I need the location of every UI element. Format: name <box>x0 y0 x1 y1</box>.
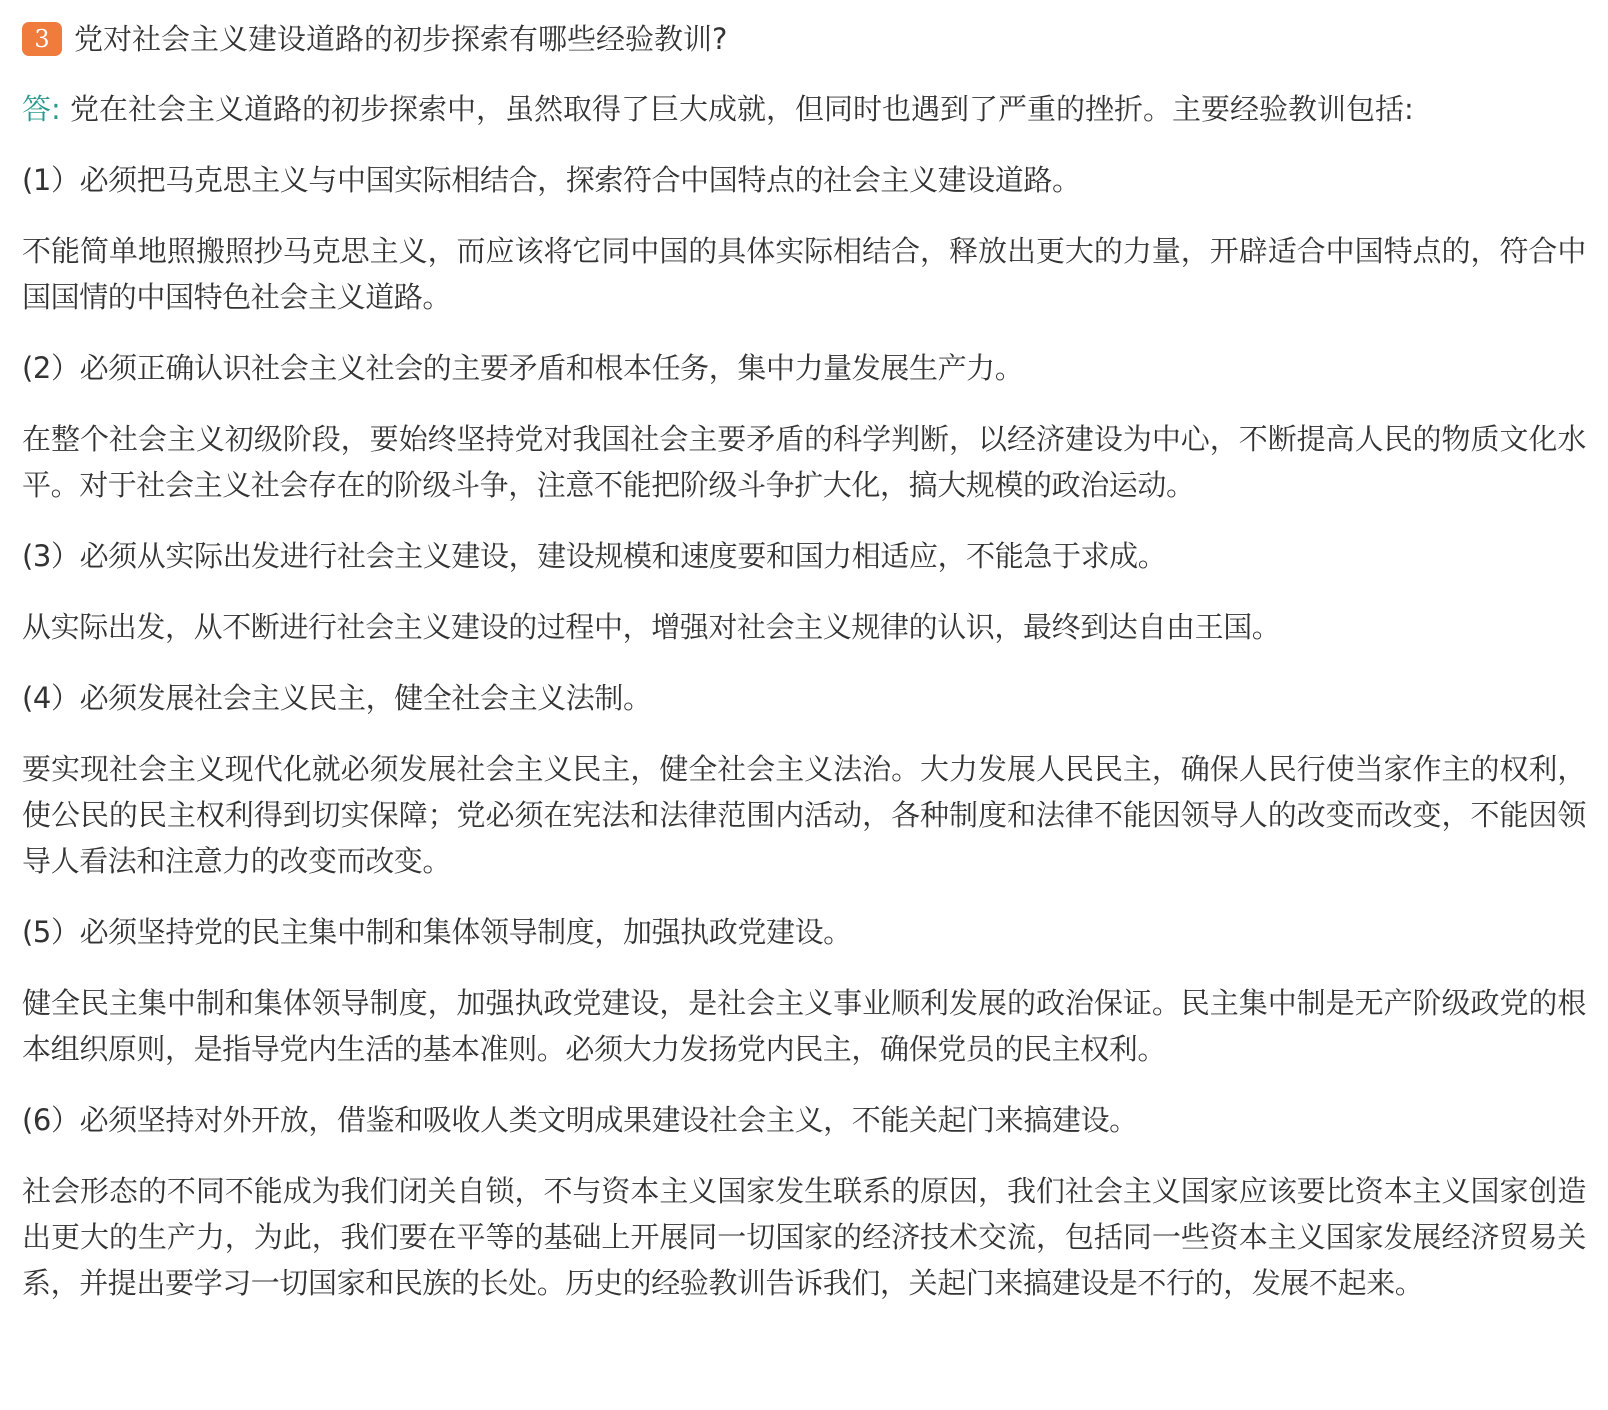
answer-intro-text: 党在社会主义道路的初步探索中，虽然取得了巨大成就，但同时也遇到了严重的挫折。主要经验教训包括: <box>70 92 1414 126</box>
question-header <box>22 14 1586 64</box>
point-1-heading: (1）必须把马克思主义与中国实际相结合，探索符合中国特点的社会主义建设道路。 <box>22 163 1081 197</box>
point-5-heading: (5）必须坚持党的民主集中制和集体领导制度，加强执政党建设。 <box>22 915 852 949</box>
point-5-body: 健全民主集中制和集体领导制度，加强执政党建设，是社会主义事业顺利发展的政治保证。民主集中制是无产阶级政党的根本组织原则，是指导党内生活的基本准则。必须大力发扬党内民主，确保党员的民主权利。 <box>22 986 1586 1066</box>
point-2-heading: (2）必须正确认识社会主义社会的主要矛盾和根本任务，集中力量发展生产力。 <box>22 351 1024 385</box>
point-1-body: 不能简单地照搬照抄马克思主义，而应该将它同中国的具体实际相结合，释放出更大的力量，开辟适合中国特点的，符合中国国情的中国特色社会主义道路。 <box>22 234 1586 314</box>
point-2-body: 在整个社会主义初级阶段，要始终坚持党对我国社会主要矛盾的科学判断，以经济建设为中心，不断提高人民的物质文化水平。对于社会主义社会存在的阶级斗争，注意不能把阶级斗争扩大化，搞大规模的政治运动。 <box>22 422 1586 502</box>
point-3-body: 从实际出发，从不断进行社会主义建设的过程中，增强对社会主义规律的认识，最终到达自由王国。 <box>22 610 1281 644</box>
point-6-body: 社会形态的不同不能成为我们闭关自锁，不与资本主义国家发生联系的原因，我们社会主义国家应该要比资本主义国家创造出更大的生产力，为此，我们要在平等的基础上开展同一切国家的经济技术交流，包括同一些资本主义国家发展经济贸易关系，并提出要学习一切国家和民族的长处。历史的经验教训告诉我们，关起门来搞建设是不行的，发展不起来。 <box>22 1174 1586 1300</box>
point-6-heading: (6）必须坚持对外开放，借鉴和吸收人类文明成果建设社会主义，不能关起门来搞建设。 <box>22 1103 1138 1137</box>
question-text: 党对社会主义建设道路的初步探索有哪些经验教训? <box>74 22 728 56</box>
question-number-badge: 3 <box>22 22 62 56</box>
answer-label: 答: <box>22 92 61 126</box>
point-3-heading: (3）必须从实际出发进行社会主义建设，建设规模和速度要和国力相适应，不能急于求成。 <box>22 539 1167 573</box>
answer-intro <box>22 86 1586 132</box>
point-4-body: 要实现社会主义现代化就必须发展社会主义民主，健全社会主义法治。大力发展人民民主，确保人民行使当家作主的权利，使公民的民主权利得到切实保障；党必须在宪法和法律范围内活动，各种制度和法律不能因领导人的改变而改变，不能因领导人看法和注意力的改变而改变。 <box>22 752 1586 878</box>
point-4-heading: (4）必须发展社会主义民主，健全社会主义法制。 <box>22 681 652 715</box>
